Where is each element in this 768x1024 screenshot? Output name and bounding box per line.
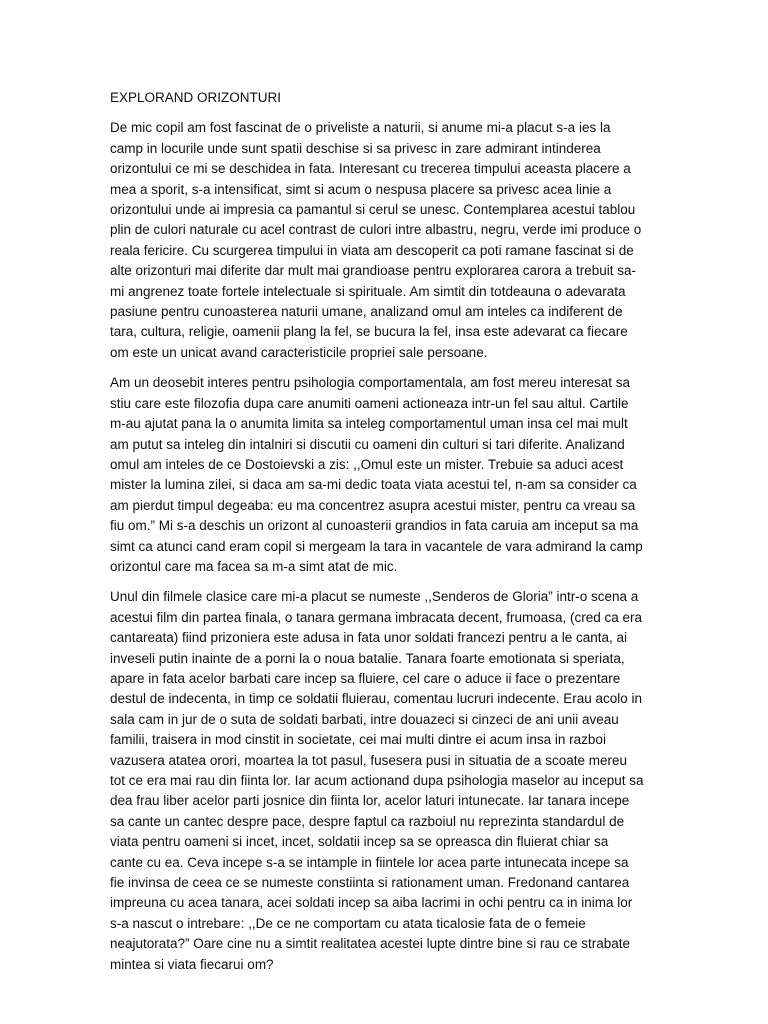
document-page [110, 88, 644, 985]
paragraph-film-scene: Unul din filmele clasice care mi-a placut se numeste ,,Senderos de Gloria” intr-o scena a acestui film din partea finala, o tanara germana imbracata decent, frumoasa, (cred ca era cantareata) fiind prizoniera este adusa in fata unor soldati francezi pentru a le canta, ai inveseli putin inainte de a porni la o noua batalie. Tanara foarte emotionata si speriata, apare in fata acelor barbati care incep sa fluiere, cel care o aduce ii face o prezentare destul de indecenta, in timp ce soldatii fluierau, comentau lucruri indecente. Erau acolo in sala cam in jur de o suta de soldati barbati, intre douazeci si cinzeci de ani unii aveau familii, traisera in mod cinstit in societate, cei mai multi dintre ei acum insa in razboi vazusera atatea orori, moartea la tot pasul, fusesera pusi in situatia de a scoate mereu tot ce era mai rau din fiinta lor. Iar acum actionand dupa psihologia maselor au inceput sa dea frau liber acelor parti josnice din fiinta lor, acelor laturi intunecate. Iar tanara incepe sa cante un cantec despre pace, despre faptul ca razboiul nu reprezinta standardul de viata pentru oameni si incet, incet, soldatii incep sa se opreasca din fluierat chiar sa cante cu ea. Ceva incepe s-a se intample in fiintele lor acea parte intunecata incepe sa fie invinsa de ceea ce se numeste constiinta si rationament uman. Fredonand cantarea impreuna cu acea tanara, acei soldati incep sa aiba lacrimi in ochi pentru ca in inima lor s-a nascut o intrebare: ,,De ce ne comportam cu atata ticalosie fata de o femeie neajutorata?” Oare cine nu a simtit realitatea acestei lupte dintre bine si rau ce strabate mintea si viata fiecarui om? [110, 589, 644, 972]
paragraph-behavioral-psychology: Am un deosebit interes pentru psihologia comportamentala, am fost mereu interesat sa stiu care este filozofia dupa care anumiti oameni actioneaza intr-un fel sau altul. Cartile m-au ajutat pana la o anumita limita sa inteleg comportamentul uman insa cel mai mult am putut sa inteleg din intalniri si discutii cu oameni din culturi si tari diferite. Analizand omul am inteles de ce Dostoievski a zis: ,,Omul este un mister. Trebuie sa aduci acest mister la lumina zilei, si daca am sa-mi dedic toata viata acestui tel, n-am sa consider ca am pierdut timpul degeaba: eu ma concentrez asupra acestui mister, pentru ca vreau sa fiu om.” Mi s-a deschis un orizont al cunoasterii grandios in fata caruia am inceput sa ma simt ca atunci cand eram copil si mergeam la tara in vacantele de vara admirand la camp orizontul care ma facea sa m-a simt atat de mic. [110, 375, 643, 574]
document-title: EXPLORAND ORIZONTURI [110, 90, 282, 105]
paragraph-childhood-horizon: De mic copil am fost fascinat de o priveliste a naturii, si anume mi-a placut s-a ies la camp in locurile unde sunt spatii deschise si sa privesc in zare admirant intinderea orizontului ce mi se deschidea in fata. Interesant cu trecerea timpului aceasta placere a mea a sporit, s-a intensificat, simt si acum o nespusa placere sa privesc acea linie a orizontului unde ai impresia ca pamantul si cerul se unesc. Contemplarea acestui tablou plin de culori naturale cu acel contrast de culori intre albastru, negru, verde imi produce o reala fericire. Cu scurgerea timpului in viata am descoperit ca poti ramane fascinat si de alte orizonturi mai diferite dar mult mai grandioase pentru explorarea carora a trebuit sa-mi angrenez toate fortele intelectuale si spirituale. Am simtit din totdeauna o adevarata pasiune pentru cunoasterea naturii umane, analizand omul am inteles ca indiferent de tara, cultura, religie, oamenii plang la fel, se bucura la fel, insa este adevarat ca fiecare om este un unicat avand caracteristicile propriei sale persoane. [110, 120, 642, 360]
